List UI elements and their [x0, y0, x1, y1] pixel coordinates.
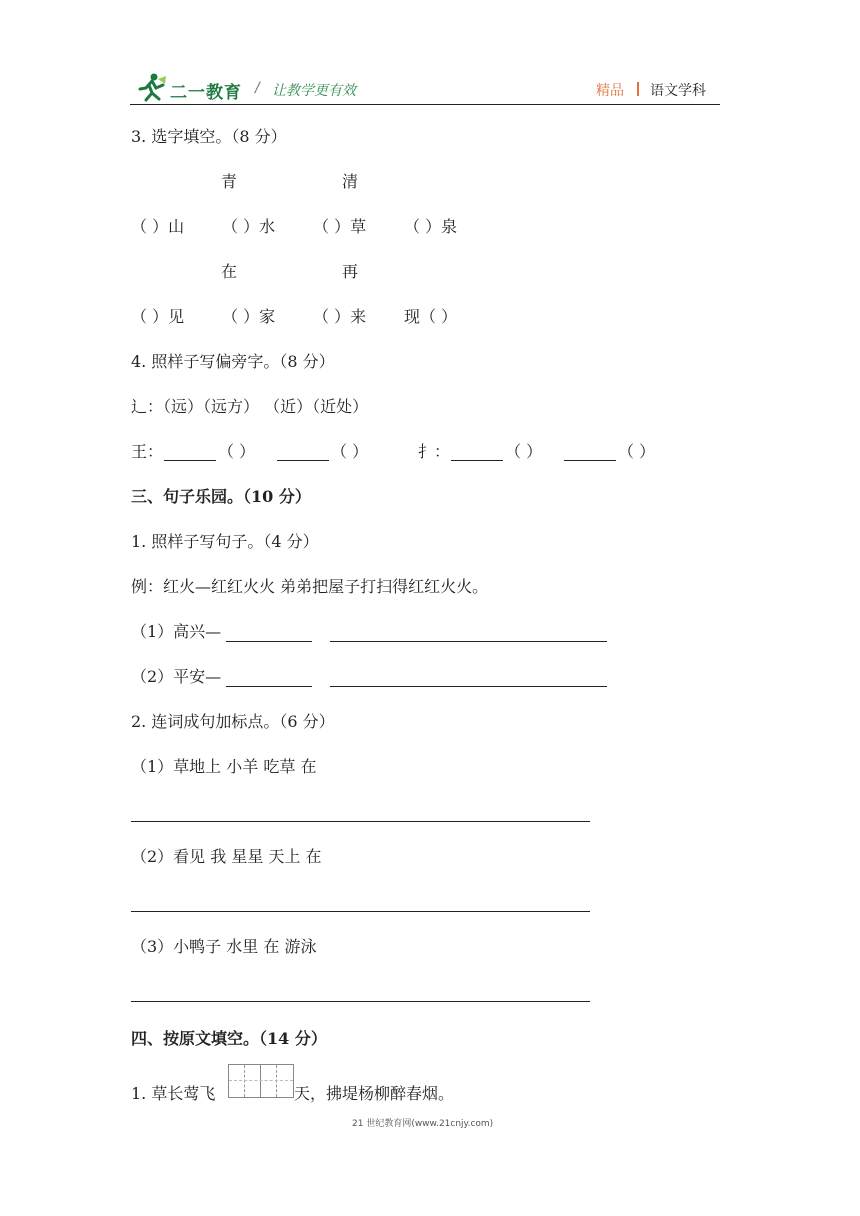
- grid-divider: [276, 1065, 277, 1097]
- q4-shou-paren-2: （ ）: [618, 442, 656, 461]
- q3-option-zai: 在: [221, 262, 238, 281]
- grid-divider: [260, 1065, 261, 1097]
- q3-blank-lai: （ ）来: [313, 307, 367, 326]
- q4-wang-paren-1: （ ）: [218, 442, 256, 461]
- q4-shou-paren-1: （ ）: [505, 442, 543, 461]
- section3-title: 三、句子乐园。（10 分）: [131, 487, 311, 506]
- section3-s3-answer-line[interactable]: [131, 1001, 590, 1002]
- header-slogan: 让教学更有效: [272, 83, 356, 99]
- section3-example: 例：红火—红红火火 弟弟把屋子打扫得红红火火。: [131, 577, 489, 596]
- q3-blank-quan: （ ）泉: [404, 217, 458, 236]
- q3-blank-shan: （ ）山: [131, 217, 185, 236]
- running-figure-logo-icon: [136, 72, 168, 102]
- q3-blank-cao: （ ）草: [313, 217, 367, 236]
- section4-q1-char-grid[interactable]: [228, 1064, 294, 1098]
- section3-q2-title: 2. 连词成句加标点。（6 分）: [131, 712, 335, 731]
- q3-blank-shui: （ ）水: [222, 217, 276, 236]
- section3-item2-label: （2）平安—: [131, 667, 222, 686]
- q4-shou-label: 扌：: [418, 442, 451, 461]
- section3-s2-words: （2）看见 我 星星 天上 在: [131, 847, 322, 866]
- q4-wang-blank-2[interactable]: [277, 460, 329, 461]
- header-divider: [637, 82, 639, 96]
- q3-option-zai-again: 再: [342, 262, 359, 281]
- footer-text: 21 世纪教育网(www.21cnjy.com): [352, 1119, 494, 1129]
- brand-name: 二一教育: [170, 83, 242, 103]
- header-slash: /: [255, 80, 260, 96]
- q3-option-qing-water: 清: [342, 172, 359, 191]
- q3-blank-xian: 现（ ）: [404, 307, 458, 326]
- q4-wang-blank-1[interactable]: [164, 460, 216, 461]
- q4-title: 4. 照样子写偏旁字。（8 分）: [131, 352, 335, 371]
- section3-s2-answer-line[interactable]: [131, 911, 590, 912]
- grid-divider: [244, 1065, 245, 1097]
- section3-item1-label: （1）高兴—: [131, 622, 222, 641]
- section4-title: 四、按原文填空。（14 分）: [131, 1029, 327, 1048]
- q4-wang-label: 王：: [131, 442, 164, 461]
- q4-shou-blank-1[interactable]: [451, 460, 503, 461]
- quality-label: 精品: [596, 83, 624, 99]
- q3-option-qing: 青: [221, 172, 238, 191]
- section3-item1-word-blank[interactable]: [226, 641, 312, 642]
- section3-s1-words: （1）草地上 小羊 吃草 在: [131, 757, 317, 776]
- q3-blank-jian: （ ）见: [131, 307, 185, 326]
- q4-wang-paren-2: （ ）: [331, 442, 369, 461]
- section3-s1-answer-line[interactable]: [131, 821, 590, 822]
- section3-q1-title: 1. 照样子写句子。（4 分）: [131, 532, 319, 551]
- grid-midline: [229, 1080, 293, 1081]
- section3-item1-sentence-blank[interactable]: [330, 641, 607, 642]
- section3-s3-words: （3）小鸭子 水里 在 游泳: [131, 937, 317, 956]
- q4-shou-blank-2[interactable]: [564, 460, 616, 461]
- logo: [136, 72, 168, 102]
- q4-example: 辶：（远）（远方） （近）（近处）: [131, 397, 369, 416]
- section4-q1-after: 天，拂堤杨柳醉春烟。: [294, 1084, 455, 1103]
- q3-blank-jia: （ ）家: [222, 307, 276, 326]
- subject-label: 语文学科: [650, 83, 706, 99]
- q3-title: 3. 选字填空。（8 分）: [131, 127, 287, 146]
- section3-item2-word-blank[interactable]: [226, 686, 312, 687]
- section4-q1-before: 1. 草长莺飞: [131, 1084, 216, 1103]
- header-rule: [130, 104, 720, 105]
- section3-item2-sentence-blank[interactable]: [330, 686, 607, 687]
